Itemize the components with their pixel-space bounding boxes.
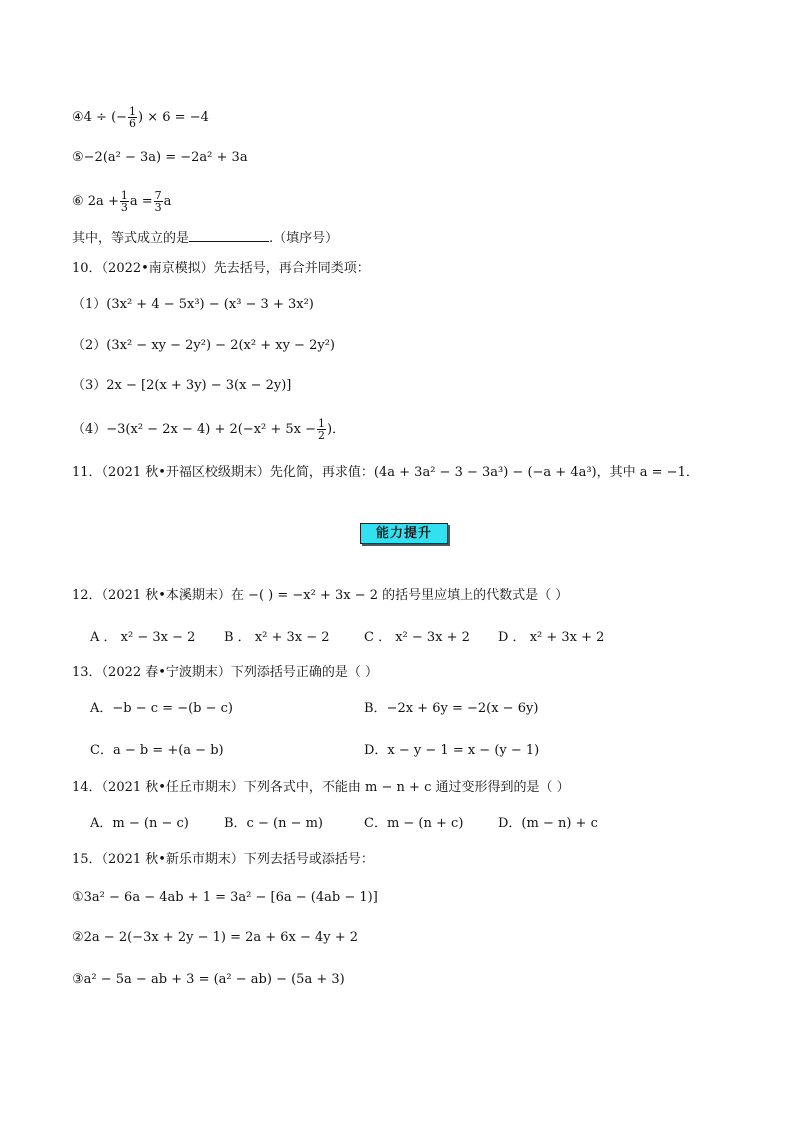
q13-option-d[interactable]: D．x − y − 1 = x − (y − 1)	[364, 743, 540, 758]
fraction-numerator: 1	[120, 189, 128, 202]
fraction-denominator: 6	[129, 117, 137, 130]
q9-item-6	[72, 190, 171, 213]
q14-stem: 14．（2021 秋•任丘市期末）下列各式中，不能由 m − n + c 通过变形得到的是（ ）	[72, 780, 570, 795]
q9-item-4-suffix: ) × 6 = −4	[138, 110, 209, 125]
q15-item-1: ①3a² − 6a − 4ab + 1 = 3a² − [6a − (4ab − 1)]	[72, 890, 378, 905]
q10-part-3: （3）2x − [2(x + 3y) − 3(x − 2y)]	[72, 378, 292, 393]
q9-item-6-fraction-2	[154, 190, 163, 213]
q9-item-4-prefix: ④4 ÷ (−	[72, 110, 128, 125]
fraction-denominator: 3	[154, 201, 162, 214]
q9-answer-prefix: 其中，等式成立的是	[72, 231, 190, 246]
q13-option-b[interactable]: B．−2x + 6y = −2(x − 6y)	[364, 701, 539, 716]
q12-option-c[interactable]: C ． x² − 3x + 2	[364, 630, 470, 645]
q11-text: 11．（2021 秋•开福区校级期末）先化简，再求值：(4a + 3a² − 3 − 3a³) − (−a + 4a³)，其中 a = −1．	[72, 465, 699, 480]
q10-part-1: （1）(3x² + 4 − 5x³) − (x³ − 3 + 3x²)	[72, 297, 314, 312]
fraction-numerator: 1	[318, 417, 326, 430]
q9-answer-suffix: .（填序号）	[269, 231, 339, 246]
q10-part-2: （2）(3x² − xy − 2y²) − 2(x² + xy − 2y²)	[72, 338, 335, 353]
q9-item-5: ⑤−2(a² − 3a) = −2a² + 3a	[72, 150, 248, 165]
q15-item-3: ③a² − 5a − ab + 3 = (a² − ab) − (5a + 3)	[72, 972, 345, 987]
q12-stem: 12．（2021 秋•本溪期末）在 −( ) = −x² + 3x − 2 的括号里应填上的代数式是（ ）	[72, 588, 569, 603]
fraction-numerator: 7	[154, 189, 162, 202]
answer-blank[interactable]	[189, 229, 269, 242]
q10-part-4	[72, 418, 345, 441]
q9-item-6-prefix: ⑥ 2a +	[72, 194, 119, 209]
section-banner: 能力提升	[360, 523, 448, 544]
q9-answer-line	[72, 229, 338, 247]
q10-part-4-fraction	[317, 418, 326, 441]
q15-stem: 15．（2021 秋•新乐市期末）下列去括号或添括号：	[72, 852, 374, 867]
q12-option-d[interactable]: D ． x² + 3x + 2	[498, 630, 605, 645]
q14-option-c[interactable]: C．m − (n + c)	[364, 816, 464, 831]
q13-option-c[interactable]: C．a − b = +(a − b)	[90, 743, 224, 758]
fraction-numerator: 1	[129, 105, 137, 118]
q10-part-4-suffix: )．	[327, 422, 346, 437]
q9-item-6-fraction-1	[120, 190, 129, 213]
q10-part-4-prefix: （4）−3(x² − 2x − 4) + 2(−x² + 5x −	[72, 422, 317, 437]
q14-option-b[interactable]: B．c − (n − m)	[224, 816, 323, 831]
fraction-denominator: 3	[120, 201, 128, 214]
q12-option-b[interactable]: B ． x² + 3x − 2	[224, 630, 330, 645]
q9-item-4-fraction	[128, 106, 137, 129]
q9-item-6-mid: a =	[129, 194, 153, 209]
q10-stem: 10．（2022•南京模拟）先去括号，再合并同类项：	[72, 261, 370, 276]
q13-option-a[interactable]: A．−b − c = −(b − c)	[90, 701, 233, 716]
q15-item-2: ②2a − 2(−3x + 2y − 1) = 2a + 6x − 4y + 2	[72, 930, 359, 945]
fraction-denominator: 2	[318, 429, 326, 442]
q9-item-6-suffix: a	[163, 194, 172, 209]
q12-option-a[interactable]: A ． x² − 3x − 2	[90, 630, 196, 645]
q14-option-d[interactable]: D．(m − n) + c	[498, 816, 598, 831]
q14-option-a[interactable]: A．m − (n − c)	[90, 816, 189, 831]
q13-stem: 13．（2022 春•宁波期末）下列添括号正确的是（ ）	[72, 665, 379, 680]
q9-item-4	[72, 106, 209, 129]
